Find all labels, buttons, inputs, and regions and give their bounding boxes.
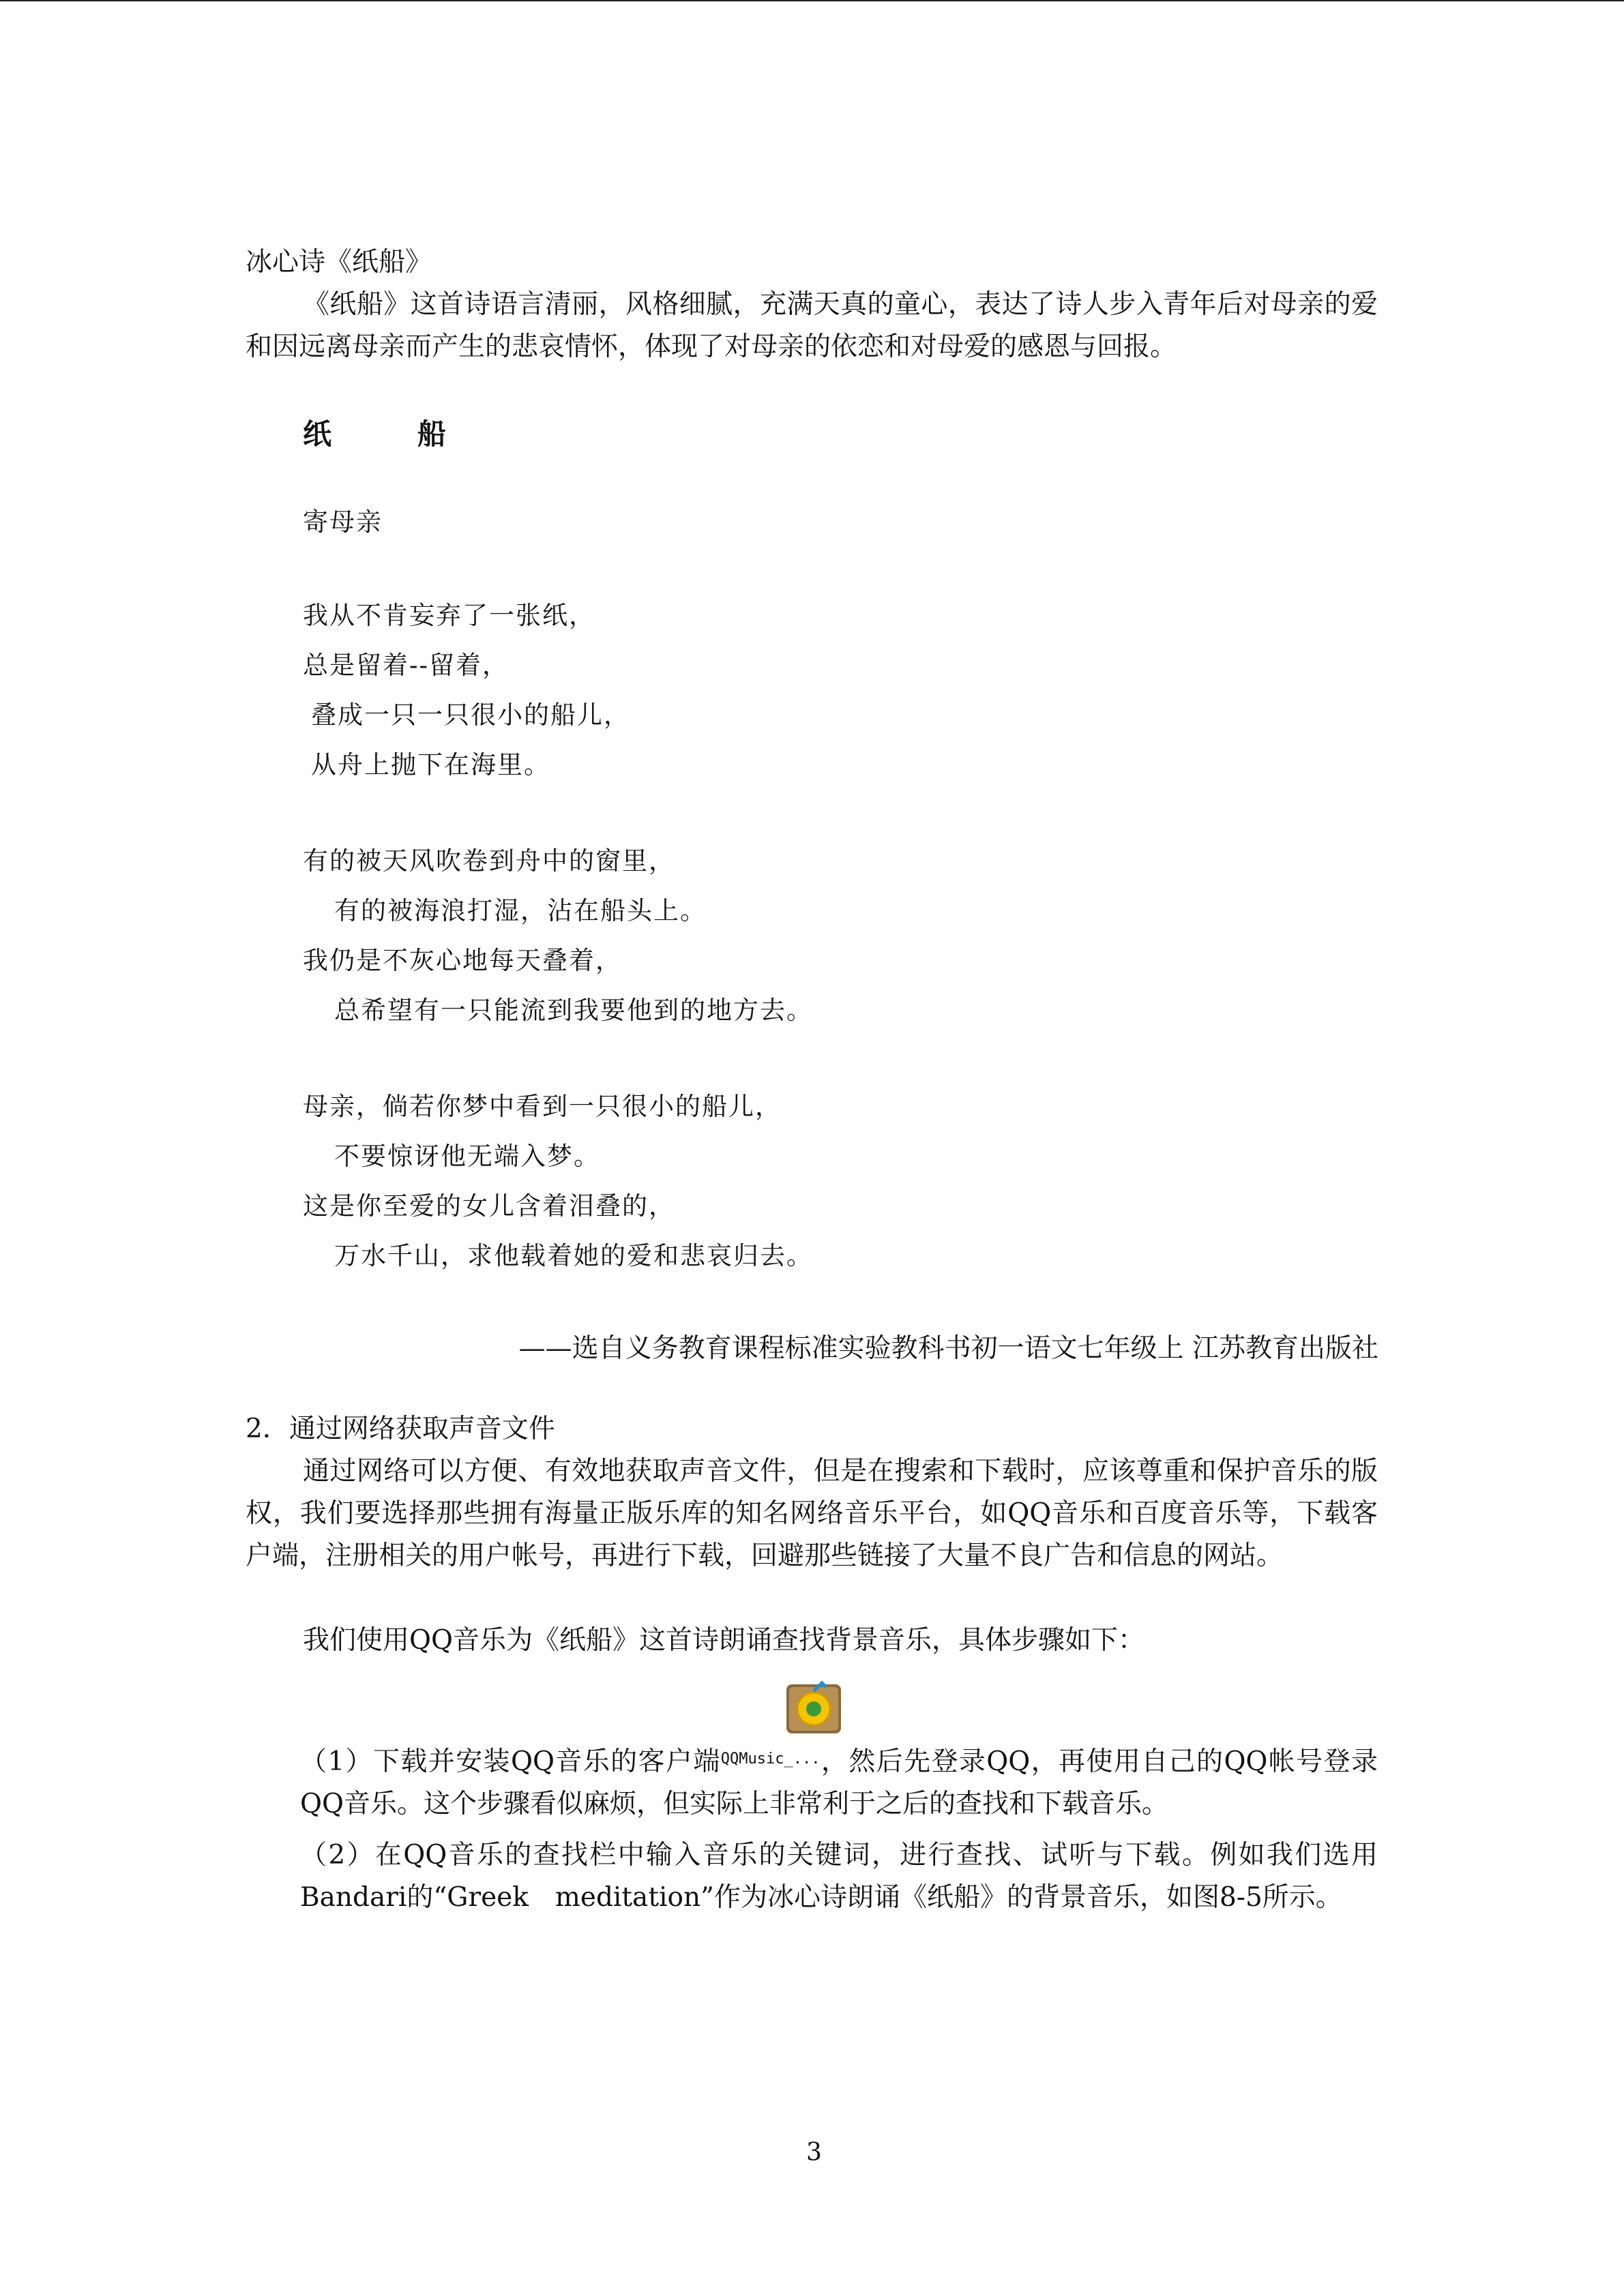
poem-line: 总是留着--留着，	[303, 651, 510, 680]
poem-line: 叠成一只一只很小的船儿，	[311, 700, 630, 730]
poem-line: 不要惊讶他无端入梦。	[334, 1142, 600, 1171]
step-2: （2）在QQ音乐的查找栏中输入音乐的关键词，进行查找、试听与下载。例如我们选用Bandari的“Greek meditation”作为冰心诗朗诵《纸船》的背景音乐，如图8-5所示。	[300, 1840, 1378, 1913]
poem-subtitle: 寄母亲	[303, 507, 383, 537]
poem-line: 这是你至爱的女儿含着泪叠的，	[303, 1191, 675, 1221]
qqmusic-icon-label[interactable]: QQMusic_...	[720, 1750, 821, 1768]
poem-line: 有的被海浪打湿，沾在船头上。	[334, 896, 707, 925]
poem-line: 万水千山，求他载着她的爱和悲哀归去。	[334, 1241, 813, 1270]
intro-paragraph: 《纸船》这首诗语言清丽，风格细腻，充满天真的童心，表达了诗人步入青年后对母亲的爱和因远离母亲而产生的悲哀情怀，体现了对母亲的依恋和对母爱的感恩与回报。	[246, 289, 1378, 362]
heading: 冰心诗《纸船》	[246, 247, 432, 278]
section-paragraph: 通过网络可以方便、有效地获取声音文件，但是在搜索和下载时，应该尊重和保护音乐的版权，我们要选择那些拥有海量正版乐库的知名网络音乐平台，如QQ音乐和百度音乐等，下载客户端，注册相关的用户帐号，再进行下载，回避那些链接了大量不良广告和信息的网站。	[246, 1456, 1378, 1571]
step-1-text-cont: ，然后先登录QQ，再使用自己的QQ帐号登录QQ音乐。这个步骤看似麻烦，但实际上非常利于之后的查找和下载音乐。	[300, 1746, 1378, 1819]
poem-line: 有的被天风吹卷到舟中的窗里，	[303, 846, 675, 876]
steps-intro: 我们使用QQ音乐为《纸船》这首诗朗诵查找背景音乐，具体步骤如下：	[303, 1625, 1145, 1656]
poem-line: 我仍是不灰心地每天叠着，	[303, 946, 622, 975]
step-1	[300, 1741, 1378, 1825]
poem-source: ——选自义务教育课程标准实验教科书初一语文七年级上 江苏教育出版社	[518, 1333, 1378, 1364]
poem-line: 我从不肯妄弃了一张纸，	[303, 601, 595, 630]
step-1-text: （1）下载并安装QQ音乐的客户端	[300, 1746, 721, 1777]
poem-line: 总希望有一只能流到我要他到的地方去。	[334, 996, 813, 1025]
qqmusic-app-icon[interactable]	[782, 1678, 845, 1736]
page-number: 3	[806, 2138, 822, 2166]
poem-title-char-1: 纸	[303, 417, 332, 451]
poem-title-char-2: 船	[417, 417, 447, 451]
section-heading: 2．通过网络获取声音文件	[246, 1414, 555, 1444]
poem-line: 母亲，倘若你梦中看到一只很小的船儿，	[303, 1092, 782, 1121]
poem-line: 从舟上抛下在海里。	[311, 750, 550, 779]
